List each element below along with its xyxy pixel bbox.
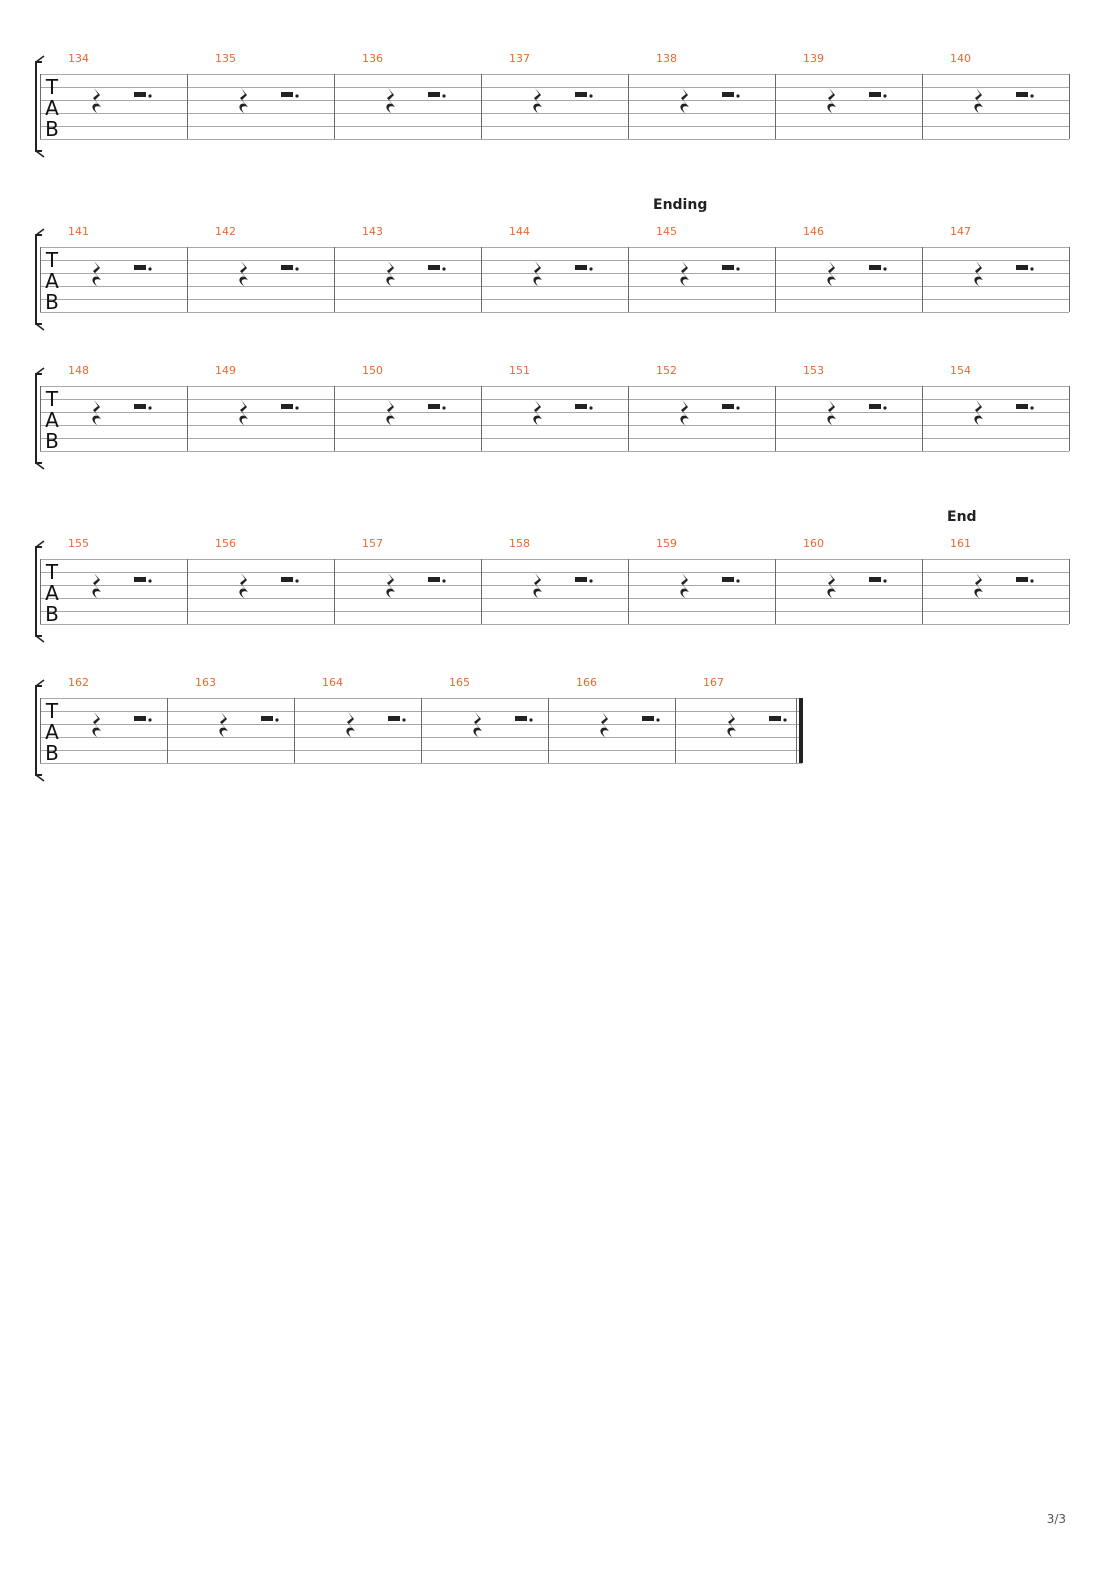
measure [68,225,188,312]
measure [803,537,923,624]
measure-number: 141 [68,225,89,238]
dotted-half-rest-icon [575,265,587,270]
page-number: 3/3 [1046,1512,1066,1526]
measure-number: 150 [362,364,383,377]
tab-clef-letter: B [45,602,59,626]
measure [509,537,629,624]
dotted-half-rest-icon [281,92,293,97]
rest-dot-icon [295,94,298,97]
measure [950,364,1070,451]
dotted-half-rest-icon [281,577,293,582]
tab-clef-letter: T [45,75,59,99]
rest-dot-icon [736,94,739,97]
dotted-half-rest-icon [722,404,734,409]
measure-number: 154 [950,364,971,377]
dotted-half-rest-icon [869,577,881,582]
rest-dot-icon [295,579,298,582]
dotted-half-rest-icon [869,92,881,97]
measure [703,676,803,763]
measure [656,537,776,624]
dotted-half-rest-icon [722,577,734,582]
rest-dot-icon [295,406,298,409]
measure-number: 152 [656,364,677,377]
measure-number: 140 [950,52,971,65]
measure [362,52,482,139]
tab-clef-letter: T [45,387,59,411]
dotted-half-rest-icon [261,716,273,721]
rest-dot-icon [1030,406,1033,409]
rest-dot-icon [148,267,151,270]
tab-system [36,509,1070,642]
measure-number: 137 [509,52,530,65]
section-marker: End [947,509,977,525]
tab-clef-letter: A [45,408,59,432]
measure [950,52,1070,139]
measure [656,52,776,139]
dotted-half-rest-icon [575,92,587,97]
dotted-half-rest-icon [134,265,146,270]
tab-clef-letter: A [45,720,59,744]
tab-clef-letter: T [45,248,59,272]
measure-number: 153 [803,364,824,377]
measure-number: 147 [950,225,971,238]
rest-dot-icon [402,718,405,721]
rest-dot-icon [589,267,592,270]
measure-number: 160 [803,537,824,550]
measure [362,364,482,451]
section-marker: Ending [653,197,708,213]
dotted-half-rest-icon [134,577,146,582]
dotted-half-rest-icon [575,404,587,409]
measure-number: 145 [656,225,677,238]
dotted-half-rest-icon [869,404,881,409]
dotted-half-rest-icon [428,404,440,409]
final-thick-barline [799,698,803,763]
dotted-half-rest-icon [281,265,293,270]
rest-dot-icon [529,718,532,721]
rest-dot-icon [783,718,786,721]
rest-dot-icon [275,718,278,721]
measure [362,225,482,312]
dotted-half-rest-icon [428,265,440,270]
measure [656,364,776,451]
tab-clef-letter: T [45,560,59,584]
rest-dot-icon [1030,579,1033,582]
dotted-half-rest-icon [1016,265,1028,270]
dotted-half-rest-icon [1016,577,1028,582]
measure-number: 142 [215,225,236,238]
measure-number: 155 [68,537,89,550]
rest-dot-icon [442,94,445,97]
tab-system [36,52,1070,157]
measure [803,364,923,451]
tab-clef-letter: T [45,699,59,723]
tab-clef-letter: A [45,581,59,605]
measure [509,52,629,139]
measure [950,537,1070,624]
measure-number: 156 [215,537,236,550]
measure [950,225,1070,312]
dotted-half-rest-icon [575,577,587,582]
rest-dot-icon [442,579,445,582]
measure-number: 157 [362,537,383,550]
measure-number: 149 [215,364,236,377]
measure [68,537,188,624]
rest-dot-icon [736,406,739,409]
rest-dot-icon [736,267,739,270]
measure-number: 158 [509,537,530,550]
dotted-half-rest-icon [134,92,146,97]
tab-system [36,364,1070,469]
dotted-half-rest-icon [515,716,527,721]
measure-number: 159 [656,537,677,550]
measure-number: 138 [656,52,677,65]
system-bracket [36,686,42,775]
rest-dot-icon [148,579,151,582]
measure [803,52,923,139]
measure [215,364,335,451]
system-bracket [36,547,42,636]
rest-dot-icon [1030,267,1033,270]
measure [322,676,422,763]
measure [449,676,549,763]
measure [509,364,629,451]
measure-number: 161 [950,537,971,550]
tab-clef-letter: B [45,741,59,765]
measure [215,537,335,624]
dotted-half-rest-icon [428,577,440,582]
rest-dot-icon [1030,94,1033,97]
dotted-half-rest-icon [281,404,293,409]
measure-number: 162 [68,676,89,689]
measure-number: 164 [322,676,343,689]
dotted-half-rest-icon [134,404,146,409]
measure [656,225,776,312]
system-bracket [36,235,42,324]
measure [803,225,923,312]
measure-number: 151 [509,364,530,377]
measure-number: 135 [215,52,236,65]
tab-clef-letter: B [45,117,59,141]
tab-clef-letter: B [45,290,59,314]
dotted-half-rest-icon [869,265,881,270]
rest-dot-icon [589,94,592,97]
measure-number: 166 [576,676,597,689]
rest-dot-icon [883,579,886,582]
rest-dot-icon [883,94,886,97]
rest-dot-icon [589,406,592,409]
dotted-half-rest-icon [1016,92,1028,97]
tab-system [36,197,1070,330]
measure [215,225,335,312]
system-bracket [36,62,42,151]
dotted-half-rest-icon [134,716,146,721]
measure-number: 144 [509,225,530,238]
tab-clef-letter: A [45,96,59,120]
measure [68,52,188,139]
dotted-half-rest-icon [722,265,734,270]
system-bracket [36,374,42,463]
measure [195,676,295,763]
dotted-half-rest-icon [428,92,440,97]
measure-number: 139 [803,52,824,65]
dotted-half-rest-icon [388,716,400,721]
rest-dot-icon [148,406,151,409]
measure-number: 165 [449,676,470,689]
tab-clef-letter: A [45,269,59,293]
rest-dot-icon [442,406,445,409]
measure-number: 146 [803,225,824,238]
measure-number: 134 [68,52,89,65]
measure-number: 148 [68,364,89,377]
rest-dot-icon [148,94,151,97]
measure [68,676,168,763]
rest-dot-icon [442,267,445,270]
rest-dot-icon [656,718,659,721]
rest-dot-icon [883,267,886,270]
measure-number: 167 [703,676,724,689]
measure-number: 143 [362,225,383,238]
measure-number: 136 [362,52,383,65]
measure [509,225,629,312]
rest-dot-icon [736,579,739,582]
measure [215,52,335,139]
dotted-half-rest-icon [642,716,654,721]
measure [362,537,482,624]
rest-dot-icon [295,267,298,270]
tab-clef-letter: B [45,429,59,453]
measure [576,676,676,763]
dotted-half-rest-icon [769,716,781,721]
rest-dot-icon [589,579,592,582]
dotted-half-rest-icon [1016,404,1028,409]
tab-system [36,676,803,781]
rest-dot-icon [883,406,886,409]
dotted-half-rest-icon [722,92,734,97]
measure-number: 163 [195,676,216,689]
measure [68,364,188,451]
rest-dot-icon [148,718,151,721]
